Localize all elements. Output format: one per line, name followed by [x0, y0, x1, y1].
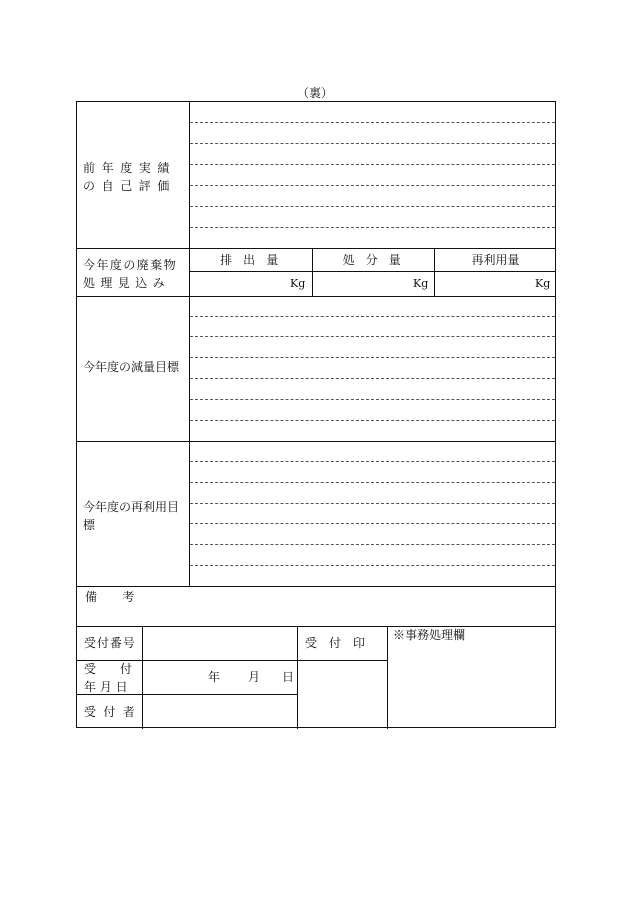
- writing-line: [190, 143, 555, 144]
- receiver-label: 受 付 者: [84, 705, 137, 719]
- writing-line: [190, 565, 555, 566]
- page-header: （裏）: [296, 86, 333, 100]
- reception-stamp-area[interactable]: [298, 661, 387, 729]
- disposal-amount-header: 処 分 量: [342, 253, 405, 267]
- office-use-label: ※事務処理欄: [393, 628, 466, 642]
- date-month: 月: [248, 670, 261, 684]
- writing-line: [190, 461, 555, 462]
- office-use-area[interactable]: [388, 644, 555, 729]
- reception-date-label: 受 付 年 月 日: [84, 662, 133, 694]
- reception-stamp-label: 受 付 印: [305, 636, 366, 650]
- writing-line: [190, 316, 555, 317]
- writing-line: [190, 336, 555, 337]
- receiver-field[interactable]: [143, 695, 297, 729]
- reception-number-label: 受付番号: [84, 636, 136, 650]
- self-evaluation-label: 前年度実績 の自己評価: [83, 161, 177, 193]
- remarks-label: 備 考: [85, 590, 146, 604]
- writing-line: [190, 206, 555, 207]
- remarks-input-area[interactable]: [137, 587, 555, 626]
- writing-line: [190, 523, 555, 524]
- writing-line: [190, 544, 555, 545]
- writing-line: [190, 357, 555, 358]
- disposal-unit: Kg: [413, 277, 429, 290]
- writing-line: [190, 399, 555, 400]
- reduction-target-label: 今年度の減量目標: [83, 360, 180, 374]
- reuse-amount-header: 再利用量: [471, 253, 520, 267]
- reuse-target-label: 今年度の再利用目 標: [83, 500, 180, 532]
- writing-line: [190, 503, 555, 504]
- section-divider: [77, 248, 555, 249]
- writing-line: [190, 185, 555, 186]
- writing-line: [190, 378, 555, 379]
- application-form-back: [76, 101, 556, 728]
- discharge-amount-header: 排 出 量: [220, 253, 282, 267]
- date-day: 日: [282, 670, 295, 684]
- writing-line: [190, 227, 555, 228]
- writing-line: [190, 122, 555, 123]
- waste-forecast-label: 今年度の廃棄物 処理見込み: [83, 258, 178, 290]
- writing-line: [190, 482, 555, 483]
- reception-number-field[interactable]: [143, 627, 297, 660]
- reuse-unit: Kg: [535, 277, 551, 290]
- writing-line: [190, 164, 555, 165]
- reception-date-field[interactable]: [143, 661, 297, 694]
- writing-line: [190, 420, 555, 421]
- discharge-unit: Kg: [290, 277, 306, 290]
- date-year: 年: [208, 670, 221, 684]
